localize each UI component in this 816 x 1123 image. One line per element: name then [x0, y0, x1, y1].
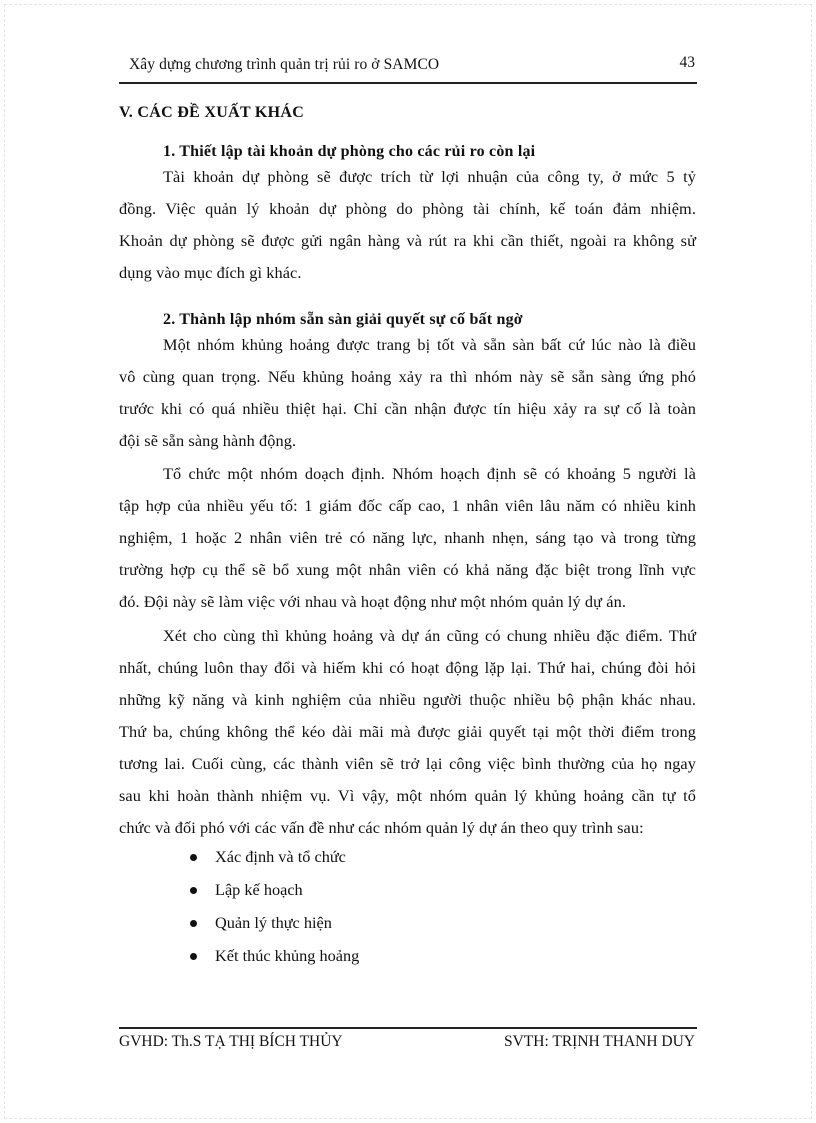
subsection-2-heading: 2. Thành lập nhóm sẵn sàn giải quyết sự cố bất ngờ	[163, 311, 523, 328]
paragraph-line: đội sẽ sẵn sàng hành động.	[119, 431, 297, 450]
bullet-icon	[190, 953, 197, 960]
paragraph-line: trước khi có quá nhiều thiệt hại. Chỉ cần nhận được tín hiệu xảy ra sự cố là toàn	[119, 399, 696, 418]
footer-advisor: GVHD: Th.S TẠ THỊ BÍCH THỦY	[119, 1033, 343, 1050]
paragraph-line: vô cùng quan trọng. Nếu khủng hoảng xảy ra thì nhóm này sẽ sẵn sàng ứng phó	[119, 367, 696, 386]
paragraph-line: trường hợp cụ thể sẽ bổ xung một nhân viên có khả năng đặc biệt trong lĩnh vực	[119, 560, 696, 579]
paragraph-line: đồng. Việc quản lý khoản dự phòng do phòng tài chính, kế toán đảm nhiệm.	[119, 199, 696, 218]
paragraph-line: tập hợp của nhiều yếu tố: 1 giám đốc cấp cao, 1 nhân viên lâu năm có nhiều kinh	[119, 496, 696, 515]
bullet-text: Lập kế hoạch	[215, 880, 303, 899]
bullet-icon	[190, 920, 197, 927]
paragraph-line: chức và đối phó với các vấn đề như các nhóm quản lý dự án theo quy trình sau:	[119, 818, 644, 837]
paragraph-line: dụng vào mục đích gì khác.	[119, 263, 302, 282]
page-footer	[119, 1027, 697, 1050]
header-title: Xây dựng chương trình quản trị rủi ro ở SAMCO	[129, 56, 440, 73]
bullet-icon	[190, 854, 197, 861]
paragraph-line: những kỹ năng và kinh nghiệm của nhiều người thuộc nhiều bộ phận khác nhau.	[119, 690, 696, 709]
section-heading: V. CÁC ĐỀ XUẤT KHÁC	[119, 104, 305, 121]
paragraph-line: Xét cho cùng thì khủng hoảng và dự án cũng có chung nhiều đặc điểm. Thứ	[163, 626, 696, 645]
bullet-icon	[190, 887, 197, 894]
paragraph-line: sau khi hoàn thành nhiệm vụ. Vì vậy, một nhóm quản lý khủng hoảng cần tự tổ	[119, 786, 696, 805]
paragraph-line: Tổ chức một nhóm doạch định. Nhóm hoạch định sẽ có khoảng 5 người là	[163, 464, 696, 483]
paragraph-line: Thứ ba, chúng không thể kéo dài mãi mà được giải quyết tại một thời điểm trong	[119, 722, 696, 741]
subsection-1-heading: 1. Thiết lập tài khoản dự phòng cho các rủi ro còn lại	[163, 143, 536, 160]
paragraph-line: Một nhóm khủng hoảng được trang bị tốt và sẵn sàn bất cứ lúc nào là điều	[163, 335, 696, 354]
paragraph-line: Tài khoản dự phòng sẽ được trích từ lợi nhuận của công ty, ở mức 5 tỷ	[163, 167, 696, 186]
page-header	[119, 48, 697, 84]
paragraph-line: nhất, chúng luôn thay đổi và hiếm khi có hoạt động lặp lại. Thứ hai, chúng đòi hỏi	[119, 658, 696, 677]
paragraph-line: Khoản dự phòng sẽ được gửi ngân hàng và rút ra khi cần thiết, ngoài ra không sử	[119, 231, 696, 250]
bullet-text: Quản lý thực hiện	[215, 913, 332, 932]
page-number: 43	[679, 54, 695, 71]
paragraph-line: tương lai. Cuối cùng, các thành viên sẽ trở lại công việc bình thường của họ ngay	[119, 754, 696, 773]
footer-student: SVTH: TRỊNH THANH DUY	[503, 1033, 695, 1050]
bullet-text: Kết thúc khủng hoảng	[215, 946, 360, 965]
paragraph-line: đó. Đội này sẽ làm việc với nhau và hoạt động như một nhóm quản lý dự án.	[119, 592, 626, 611]
bullet-text: Xác định và tổ chức	[215, 847, 346, 866]
paragraph-line: nghiệm, 1 hoặc 2 nhân viên trẻ có năng lực, nhanh nhẹn, sáng tạo và trong từng	[119, 528, 696, 547]
